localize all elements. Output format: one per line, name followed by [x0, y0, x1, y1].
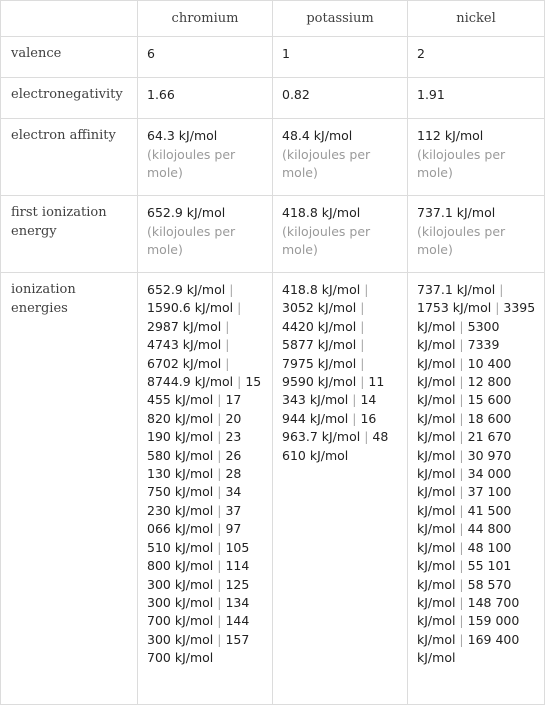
value-separator: |: [459, 392, 464, 408]
value-separator: |: [499, 282, 504, 297]
ionization-energy-value: 114 300 kJ/mol: [147, 558, 250, 592]
value-separator: |: [360, 337, 365, 353]
ionization-energy-value: 10 400 kJ/mol: [417, 355, 512, 390]
value-separator: |: [364, 429, 369, 445]
first-ionization-potassium: [273, 196, 408, 273]
ionization-energy-value: 37 100 kJ/mol: [417, 484, 512, 518]
column-header-potassium: potassium: [273, 1, 408, 37]
unit-note: (kilojoules per mole): [147, 223, 236, 257]
value-separator: |: [217, 576, 222, 592]
value-separator: |: [459, 337, 464, 353]
row-ionization-energies: [1, 273, 545, 705]
ionization-energy-value: 144 300 kJ/mol: [147, 613, 250, 647]
row-first-ionization-energy: [1, 196, 545, 273]
unit-note: (kilojoules per mole): [417, 223, 506, 257]
ionization-energies-chromium: [138, 273, 273, 705]
ionization-energy-value: 1590.6 kJ/mol: [147, 300, 234, 316]
ionization-energy-value: 15 600 kJ/mol: [417, 392, 512, 426]
column-header-nickel: nickel: [408, 1, 545, 37]
value-separator: |: [459, 484, 464, 500]
ionization-energy-value: 30 970 kJ/mol: [417, 447, 512, 482]
value-separator: |: [225, 355, 230, 371]
ionization-energy-value: 34 000 kJ/mol: [417, 466, 512, 500]
ionization-energy-value: 418.8 kJ/mol: [282, 282, 361, 297]
value-separator: |: [459, 429, 464, 445]
ionization-energy-value: 7975 kJ/mol: [282, 355, 357, 371]
ionization-energies-potassium: [273, 273, 408, 705]
value-separator: |: [229, 282, 234, 297]
value-separator: |: [360, 318, 365, 334]
ionization-energy-value: 5877 kJ/mol: [282, 337, 357, 353]
row-label-valence: valence: [1, 37, 138, 78]
value-separator: |: [217, 392, 222, 408]
value-separator: |: [217, 539, 222, 555]
value-separator: |: [237, 374, 242, 390]
ionization-energy-value: 12 800 kJ/mol: [417, 374, 512, 408]
header-row: [1, 1, 545, 37]
corner-cell: [1, 1, 138, 37]
row-label-electron-affinity: electron affinity: [1, 119, 138, 196]
row-label-first-ionization-energy: first ionization energy: [1, 196, 138, 273]
value-text: 418.8 kJ/mol: [282, 205, 361, 220]
value-separator: |: [459, 521, 464, 537]
electronegativity-potassium: 0.82: [273, 78, 408, 119]
ionization-energy-value: 652.9 kJ/mol: [147, 282, 226, 297]
ionization-energy-value: 20 190 kJ/mol: [147, 410, 242, 445]
value-separator: |: [364, 282, 369, 297]
value-separator: |: [459, 631, 464, 647]
ionization-energy-value: 48 100 kJ/mol: [417, 539, 512, 574]
value-separator: |: [459, 502, 464, 518]
value-separator: |: [459, 447, 464, 463]
value-separator: |: [459, 594, 464, 610]
unit-note: (kilojoules per mole): [282, 223, 371, 257]
ionization-energy-value: 37 066 kJ/mol: [147, 502, 242, 537]
row-valence: [1, 37, 545, 78]
ionization-energy-value: 157 700 kJ/mol: [147, 631, 250, 666]
ionization-energy-value: 134 700 kJ/mol: [147, 594, 250, 629]
ionization-energy-value: 8744.9 kJ/mol: [147, 374, 234, 390]
ionization-energy-value: 34 230 kJ/mol: [147, 484, 242, 518]
ionization-energy-value: 44 800 kJ/mol: [417, 521, 512, 555]
value-separator: |: [459, 576, 464, 592]
ionization-energy-value: 97 510 kJ/mol: [147, 521, 242, 555]
value-separator: |: [217, 502, 222, 518]
ionization-energy-value: 3395 kJ/mol: [417, 300, 536, 334]
ionization-energy-value: 6702 kJ/mol: [147, 355, 222, 371]
row-label-electronegativity: electronegativity: [1, 78, 138, 119]
unit-note: (kilojoules per mole): [282, 146, 371, 180]
row-electronegativity: [1, 78, 545, 119]
value-separator: |: [459, 558, 464, 574]
value-separator: |: [459, 410, 464, 426]
value-text: 737.1 kJ/mol: [417, 205, 496, 220]
value-separator: |: [352, 410, 357, 426]
ionization-energy-value: 169 400 kJ/mol: [417, 631, 520, 666]
value-separator: |: [217, 447, 222, 463]
ionization-energy-value: 4420 kJ/mol: [282, 318, 357, 334]
value-separator: |: [459, 539, 464, 555]
ionization-energy-value: 28 750 kJ/mol: [147, 466, 242, 500]
ionization-energy-value: 9590 kJ/mol: [282, 374, 357, 390]
ionization-energy-value: 17 820 kJ/mol: [147, 392, 242, 426]
value-text: 112 kJ/mol: [417, 128, 484, 143]
electron-affinity-nickel: [408, 119, 545, 196]
value-text: 48.4 kJ/mol: [282, 128, 353, 143]
electronegativity-chromium: 1.66: [138, 78, 273, 119]
row-electron-affinity: [1, 119, 545, 196]
value-separator: |: [217, 631, 222, 647]
value-separator: |: [217, 521, 222, 537]
ionization-energy-value: 737.1 kJ/mol: [417, 282, 496, 297]
ionization-energy-value: 15 455 kJ/mol: [147, 374, 262, 408]
value-separator: |: [459, 355, 464, 371]
valence-potassium: 1: [273, 37, 408, 78]
ionization-energy-value: 55 101 kJ/mol: [417, 558, 512, 592]
first-ionization-nickel: [408, 196, 545, 273]
ionization-energies-nickel: [408, 273, 545, 705]
value-separator: |: [459, 374, 464, 390]
unit-note: (kilojoules per mole): [417, 146, 506, 180]
ionization-energy-value: 16 963.7 kJ/mol: [282, 410, 377, 445]
value-separator: |: [217, 466, 222, 482]
value-separator: |: [237, 300, 242, 316]
value-separator: |: [459, 466, 464, 482]
value-separator: |: [360, 355, 365, 371]
value-separator: |: [459, 613, 464, 629]
ionization-energy-value: 3052 kJ/mol: [282, 300, 357, 316]
valence-chromium: 6: [138, 37, 273, 78]
value-separator: |: [360, 374, 365, 390]
electron-affinity-potassium: [273, 119, 408, 196]
ionization-energy-value: 48 610 kJ/mol: [282, 429, 389, 463]
ionization-energy-value: 58 570 kJ/mol: [417, 576, 512, 610]
ionization-energy-value: 18 600 kJ/mol: [417, 410, 512, 445]
value-separator: |: [217, 484, 222, 500]
ionization-energy-value: 21 670 kJ/mol: [417, 429, 512, 463]
column-header-chromium: chromium: [138, 1, 273, 37]
first-ionization-chromium: [138, 196, 273, 273]
value-text: 652.9 kJ/mol: [147, 205, 226, 220]
electronegativity-nickel: 1.91: [408, 78, 545, 119]
ionization-energy-value: 148 700 kJ/mol: [417, 594, 520, 629]
value-separator: |: [217, 410, 222, 426]
value-separator: |: [217, 429, 222, 445]
ionization-energy-value: 23 580 kJ/mol: [147, 429, 242, 463]
ionization-energy-value: 4743 kJ/mol: [147, 337, 222, 353]
ionization-energy-value: 1753 kJ/mol: [417, 300, 492, 316]
ionization-energy-value: 41 500 kJ/mol: [417, 502, 512, 537]
ionization-energy-value: 105 800 kJ/mol: [147, 539, 250, 574]
ionization-energy-value: 159 000 kJ/mol: [417, 613, 520, 647]
ionization-energy-value: 125 300 kJ/mol: [147, 576, 250, 610]
unit-note: (kilojoules per mole): [147, 146, 236, 180]
electron-affinity-chromium: [138, 119, 273, 196]
ionization-energy-value: 26 130 kJ/mol: [147, 447, 242, 482]
value-text: 64.3 kJ/mol: [147, 128, 218, 143]
ionization-energy-value: 11 343 kJ/mol: [282, 374, 385, 408]
ionization-energy-value: 2987 kJ/mol: [147, 318, 222, 334]
value-separator: |: [225, 318, 230, 334]
ionization-energy-value: 5300 kJ/mol: [417, 318, 500, 353]
valence-nickel: 2: [408, 37, 545, 78]
value-separator: |: [225, 337, 230, 353]
value-separator: |: [495, 300, 500, 316]
value-separator: |: [217, 613, 222, 629]
value-separator: |: [217, 594, 222, 610]
value-separator: |: [459, 318, 464, 334]
value-separator: |: [352, 392, 357, 408]
value-separator: |: [360, 300, 365, 316]
ionization-energy-value: 14 944 kJ/mol: [282, 392, 377, 426]
value-separator: |: [217, 558, 222, 574]
row-label-ionization-energies: ionization energies: [1, 273, 138, 705]
ionization-energy-value: 7339 kJ/mol: [417, 337, 500, 371]
